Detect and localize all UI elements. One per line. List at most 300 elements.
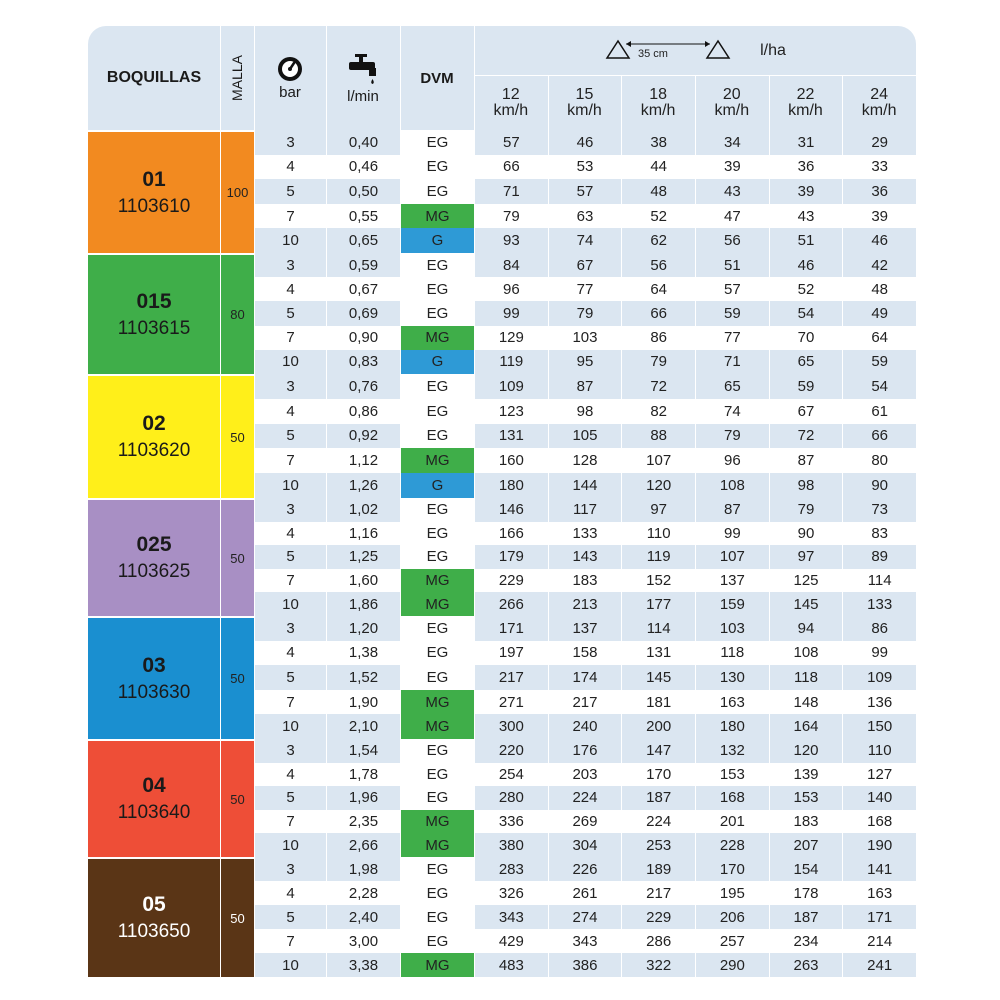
lha-cell: 62 xyxy=(621,228,695,253)
lha-cell: 326 xyxy=(474,881,548,905)
flow-cell: 0,92 xyxy=(326,424,400,449)
pressure-gauge-icon xyxy=(277,56,303,82)
dvm-cell: EG xyxy=(400,929,474,953)
lha-cell: 254 xyxy=(474,763,548,787)
pressure-cell: 3 xyxy=(254,253,326,277)
dvm-cell: MG xyxy=(400,569,474,593)
pressure-cell: 10 xyxy=(254,473,326,498)
flow-cell: 0,76 xyxy=(326,374,400,399)
lha-cell: 183 xyxy=(548,569,622,593)
lha-cell: 57 xyxy=(695,277,769,301)
nozzle-code: 04 xyxy=(142,774,166,797)
malla-value: 80 xyxy=(220,253,254,374)
lha-cell: 220 xyxy=(474,739,548,763)
lha-cell: 98 xyxy=(548,399,622,424)
lha-cell: 234 xyxy=(769,929,843,953)
nozzle-ref: 1103625 xyxy=(117,561,191,582)
nozzle-code: 01 xyxy=(142,167,166,191)
lha-cell: 203 xyxy=(548,763,622,787)
lha-cell: 80 xyxy=(842,448,916,473)
table-row xyxy=(88,641,916,666)
flow-cell: 0,55 xyxy=(326,204,400,229)
lha-cell: 261 xyxy=(548,881,622,905)
flow-cell: 1,54 xyxy=(326,739,400,763)
lha-cell: 183 xyxy=(769,810,843,834)
pressure-cell: 3 xyxy=(254,616,326,641)
lha-cell: 152 xyxy=(621,569,695,593)
lha-cell: 304 xyxy=(548,833,622,857)
lha-cell: 77 xyxy=(695,326,769,350)
lha-cell: 119 xyxy=(621,545,695,569)
lha-cell: 94 xyxy=(769,616,843,641)
table-row xyxy=(88,545,916,569)
lha-cell: 73 xyxy=(842,498,916,522)
flow-cell: 0,46 xyxy=(326,155,400,180)
spacing-label: 35 cm xyxy=(638,48,668,60)
pressure-cell: 10 xyxy=(254,953,326,977)
lha-cell: 79 xyxy=(769,498,843,522)
lha-cell: 300 xyxy=(474,714,548,739)
pressure-cell: 5 xyxy=(254,424,326,449)
nozzle-ref: 1103620 xyxy=(117,440,191,461)
table-row xyxy=(88,301,916,325)
table-row xyxy=(88,763,916,787)
lha-cell: 83 xyxy=(842,522,916,546)
lha-cell: 136 xyxy=(842,690,916,715)
pressure-cell: 7 xyxy=(254,448,326,473)
lha-cell: 241 xyxy=(842,953,916,977)
faucet-icon xyxy=(345,52,381,88)
malla-value: 50 xyxy=(220,498,254,616)
dvm-cell: EG xyxy=(400,786,474,810)
dvm-cell: MG xyxy=(400,714,474,739)
dvm-cell: MG xyxy=(400,592,474,616)
pressure-cell: 5 xyxy=(254,786,326,810)
lha-cell: 56 xyxy=(695,228,769,253)
flow-cell: 1,25 xyxy=(326,545,400,569)
table-row xyxy=(88,810,916,834)
nozzle-ref: 1103610 xyxy=(117,195,191,217)
table-row xyxy=(88,857,916,881)
dvm-cell: EG xyxy=(400,179,474,204)
flow-cell: 1,38 xyxy=(326,641,400,666)
lha-cell: 67 xyxy=(548,253,622,277)
pressure-cell: 7 xyxy=(254,929,326,953)
lha-cell: 200 xyxy=(621,714,695,739)
dvm-cell: MG xyxy=(400,204,474,229)
lha-cell: 46 xyxy=(548,130,622,155)
dvm-cell: EG xyxy=(400,641,474,666)
pressure-cell: 5 xyxy=(254,905,326,929)
lha-cell: 214 xyxy=(842,929,916,953)
table-row xyxy=(88,399,916,424)
flow-cell: 2,66 xyxy=(326,833,400,857)
lha-cell: 42 xyxy=(842,253,916,277)
lha-cell: 280 xyxy=(474,786,548,810)
lha-cell: 144 xyxy=(548,473,622,498)
lha-cell: 228 xyxy=(695,833,769,857)
malla-value: 100 xyxy=(220,130,254,253)
lha-cell: 84 xyxy=(474,253,548,277)
pressure-cell: 4 xyxy=(254,641,326,666)
pressure-cell: 4 xyxy=(254,155,326,180)
lha-cell: 129 xyxy=(474,326,548,350)
flow-cell: 1,98 xyxy=(326,857,400,881)
lha-cell: 89 xyxy=(842,545,916,569)
lha-cell: 263 xyxy=(769,953,843,977)
lha-cell: 103 xyxy=(548,326,622,350)
table-row xyxy=(88,833,916,857)
pressure-cell: 7 xyxy=(254,690,326,715)
lha-cell: 483 xyxy=(474,953,548,977)
lha-cell: 105 xyxy=(548,424,622,449)
lha-cell: 74 xyxy=(695,399,769,424)
lha-cell: 336 xyxy=(474,810,548,834)
lha-cell: 380 xyxy=(474,833,548,857)
table-row xyxy=(88,374,916,399)
table-row xyxy=(88,204,916,229)
lha-cell: 66 xyxy=(842,424,916,449)
lha-cell: 64 xyxy=(842,326,916,350)
lha-cell: 107 xyxy=(621,448,695,473)
lha-cell: 120 xyxy=(621,473,695,498)
flow-cell: 3,00 xyxy=(326,929,400,953)
flow-cell: 1,96 xyxy=(326,786,400,810)
lha-cell: 56 xyxy=(621,253,695,277)
flow-cell: 0,86 xyxy=(326,399,400,424)
lha-cell: 283 xyxy=(474,857,548,881)
lha-cell: 53 xyxy=(548,155,622,180)
lha-cell: 87 xyxy=(548,374,622,399)
lha-cell: 79 xyxy=(695,424,769,449)
flow-cell: 2,35 xyxy=(326,810,400,834)
lha-cell: 95 xyxy=(548,350,622,374)
flow-cell: 1,52 xyxy=(326,665,400,690)
flow-cell: 0,69 xyxy=(326,301,400,325)
dvm-cell: EG xyxy=(400,665,474,690)
lha-cell: 266 xyxy=(474,592,548,616)
table-row xyxy=(88,350,916,374)
header-speed-1: 15 km/h xyxy=(567,86,602,119)
lha-cell: 38 xyxy=(621,130,695,155)
lha-cell: 187 xyxy=(769,905,843,929)
table-row xyxy=(88,179,916,204)
pressure-cell: 4 xyxy=(254,522,326,546)
dvm-cell: G xyxy=(400,473,474,498)
lha-cell: 131 xyxy=(474,424,548,449)
lha-cell: 31 xyxy=(769,130,843,155)
dvm-cell: MG xyxy=(400,953,474,977)
lha-cell: 97 xyxy=(769,545,843,569)
header-speed-4: 22 km/h xyxy=(788,86,823,119)
lha-cell: 168 xyxy=(842,810,916,834)
lha-cell: 48 xyxy=(621,179,695,204)
flow-cell: 3,38 xyxy=(326,953,400,977)
lha-cell: 146 xyxy=(474,498,548,522)
lha-cell: 224 xyxy=(621,810,695,834)
lha-cell: 322 xyxy=(621,953,695,977)
flow-cell: 0,90 xyxy=(326,326,400,350)
lha-cell: 59 xyxy=(769,374,843,399)
lha-cell: 48 xyxy=(842,277,916,301)
lha-cell: 130 xyxy=(695,665,769,690)
table-row xyxy=(88,569,916,593)
lha-cell: 170 xyxy=(695,857,769,881)
flow-cell: 2,28 xyxy=(326,881,400,905)
pressure-cell: 4 xyxy=(254,763,326,787)
table-row xyxy=(88,253,916,277)
lha-cell: 71 xyxy=(474,179,548,204)
lha-cell: 59 xyxy=(842,350,916,374)
header-lmin: l/min xyxy=(326,26,400,130)
lha-cell: 110 xyxy=(621,522,695,546)
malla-value: 50 xyxy=(220,739,254,857)
lha-cell: 87 xyxy=(695,498,769,522)
dvm-cell: EG xyxy=(400,522,474,546)
lha-cell: 118 xyxy=(695,641,769,666)
pressure-cell: 10 xyxy=(254,833,326,857)
lha-cell: 343 xyxy=(474,905,548,929)
lha-cell: 176 xyxy=(548,739,622,763)
header-speed-0: 12 km/h xyxy=(493,86,529,119)
lha-cell: 253 xyxy=(621,833,695,857)
lha-cell: 187 xyxy=(621,786,695,810)
lha-cell: 153 xyxy=(769,786,843,810)
lha-cell: 140 xyxy=(842,786,916,810)
pressure-cell: 3 xyxy=(254,739,326,763)
flow-cell: 0,83 xyxy=(326,350,400,374)
lha-cell: 39 xyxy=(695,155,769,180)
pressure-cell: 3 xyxy=(254,374,326,399)
pressure-cell: 10 xyxy=(254,592,326,616)
lha-cell: 271 xyxy=(474,690,548,715)
pressure-cell: 10 xyxy=(254,714,326,739)
table-row xyxy=(88,522,916,546)
pressure-cell: 10 xyxy=(254,228,326,253)
pressure-cell: 4 xyxy=(254,399,326,424)
lha-cell: 54 xyxy=(769,301,843,325)
pressure-cell: 7 xyxy=(254,204,326,229)
lha-cell: 137 xyxy=(695,569,769,593)
lha-cell: 154 xyxy=(769,857,843,881)
dvm-cell: EG xyxy=(400,616,474,641)
dvm-cell: EG xyxy=(400,545,474,569)
lha-cell: 123 xyxy=(474,399,548,424)
flow-cell: 1,16 xyxy=(326,522,400,546)
lha-cell: 110 xyxy=(842,739,916,763)
lha-cell: 171 xyxy=(842,905,916,929)
lha-cell: 109 xyxy=(842,665,916,690)
table-row xyxy=(88,498,916,522)
lha-cell: 148 xyxy=(769,690,843,715)
lha-cell: 166 xyxy=(474,522,548,546)
lha-cell: 57 xyxy=(548,179,622,204)
lha-cell: 132 xyxy=(695,739,769,763)
flow-cell: 0,50 xyxy=(326,179,400,204)
lha-cell: 74 xyxy=(548,228,622,253)
malla-value: 50 xyxy=(220,616,254,739)
lha-cell: 179 xyxy=(474,545,548,569)
lha-cell: 96 xyxy=(695,448,769,473)
lha-cell: 63 xyxy=(548,204,622,229)
lha-cell: 99 xyxy=(695,522,769,546)
table-row xyxy=(88,424,916,449)
header-speed-5: 24 km/h xyxy=(861,86,897,119)
lha-cell: 71 xyxy=(695,350,769,374)
lha-cell: 103 xyxy=(695,616,769,641)
header-speed-3: 20 km/h xyxy=(714,86,750,119)
lha-cell: 269 xyxy=(548,810,622,834)
table-row xyxy=(88,881,916,905)
lha-cell: 286 xyxy=(621,929,695,953)
lha-cell: 117 xyxy=(548,498,622,522)
table-row xyxy=(88,905,916,929)
lha-cell: 108 xyxy=(769,641,843,666)
lha-cell: 150 xyxy=(842,714,916,739)
flow-cell: 0,40 xyxy=(326,130,400,155)
lha-cell: 137 xyxy=(548,616,622,641)
lha-cell: 72 xyxy=(769,424,843,449)
flow-cell: 1,90 xyxy=(326,690,400,715)
pressure-cell: 3 xyxy=(254,498,326,522)
table-row xyxy=(88,592,916,616)
pressure-cell: 3 xyxy=(254,857,326,881)
lha-cell: 171 xyxy=(474,616,548,641)
dvm-cell: EG xyxy=(400,857,474,881)
lha-cell: 163 xyxy=(695,690,769,715)
flow-cell: 1,12 xyxy=(326,448,400,473)
pressure-cell: 7 xyxy=(254,569,326,593)
table-row xyxy=(88,228,916,253)
dvm-cell: EG xyxy=(400,881,474,905)
table-row xyxy=(88,690,916,715)
lha-cell: 226 xyxy=(548,857,622,881)
lha-cell: 34 xyxy=(695,130,769,155)
lha-cell: 43 xyxy=(695,179,769,204)
lha-cell: 96 xyxy=(474,277,548,301)
lha-cell: 125 xyxy=(769,569,843,593)
lha-cell: 52 xyxy=(621,204,695,229)
lha-cell: 51 xyxy=(769,228,843,253)
lha-cell: 72 xyxy=(621,374,695,399)
lha-cell: 66 xyxy=(474,155,548,180)
lha-cell: 128 xyxy=(548,448,622,473)
header-speed-2: 18 km/h xyxy=(640,86,676,119)
lha-cell: 65 xyxy=(769,350,843,374)
nozzle-ref: 1103630 xyxy=(117,681,191,703)
nozzle-table xyxy=(88,26,916,974)
table-row xyxy=(88,929,916,953)
dvm-cell: MG xyxy=(400,690,474,715)
table-row xyxy=(88,953,916,977)
flow-cell: 1,86 xyxy=(326,592,400,616)
lha-cell: 189 xyxy=(621,857,695,881)
flow-cell: 1,78 xyxy=(326,763,400,787)
lha-cell: 98 xyxy=(769,473,843,498)
lha-cell: 46 xyxy=(769,253,843,277)
lha-cell: 90 xyxy=(769,522,843,546)
lha-cell: 178 xyxy=(769,881,843,905)
table-row xyxy=(88,786,916,810)
flow-cell: 2,10 xyxy=(326,714,400,739)
lha-cell: 82 xyxy=(621,399,695,424)
pressure-cell: 5 xyxy=(254,301,326,325)
lha-cell: 164 xyxy=(769,714,843,739)
lha-cell: 67 xyxy=(769,399,843,424)
lha-cell: 107 xyxy=(695,545,769,569)
header-bar: bar xyxy=(254,26,326,130)
lha-cell: 197 xyxy=(474,641,548,666)
nozzle-ref: 1103650 xyxy=(117,921,191,942)
flow-cell: 0,65 xyxy=(326,228,400,253)
table-row xyxy=(88,665,916,690)
lha-cell: 181 xyxy=(621,690,695,715)
lha-cell: 386 xyxy=(548,953,622,977)
lha-cell: 46 xyxy=(842,228,916,253)
lha-cell: 65 xyxy=(695,374,769,399)
lha-cell: 229 xyxy=(621,905,695,929)
lha-cell: 86 xyxy=(621,326,695,350)
lha-cell: 47 xyxy=(695,204,769,229)
lha-cell: 206 xyxy=(695,905,769,929)
lha-cell: 145 xyxy=(621,665,695,690)
pressure-cell: 4 xyxy=(254,881,326,905)
lha-cell: 131 xyxy=(621,641,695,666)
lha-cell: 217 xyxy=(548,690,622,715)
lha-cell: 213 xyxy=(548,592,622,616)
nozzle-code: 025 xyxy=(136,533,172,556)
lha-cell: 139 xyxy=(769,763,843,787)
lha-cell: 79 xyxy=(621,350,695,374)
table-row xyxy=(88,155,916,180)
table-row xyxy=(88,130,916,155)
malla-value: 50 xyxy=(220,374,254,498)
lha-cell: 79 xyxy=(474,204,548,229)
lha-cell: 79 xyxy=(548,301,622,325)
lha-cell: 153 xyxy=(695,763,769,787)
lha-cell: 141 xyxy=(842,857,916,881)
malla-value: 50 xyxy=(220,857,254,977)
pressure-cell: 3 xyxy=(254,130,326,155)
lha-cell: 170 xyxy=(621,763,695,787)
dvm-cell: EG xyxy=(400,739,474,763)
lha-cell: 108 xyxy=(695,473,769,498)
lha-cell: 120 xyxy=(769,739,843,763)
flow-cell: 1,02 xyxy=(326,498,400,522)
lha-cell: 190 xyxy=(842,833,916,857)
lha-cell: 290 xyxy=(695,953,769,977)
lha-cell: 168 xyxy=(695,786,769,810)
spray-spacing-icon xyxy=(604,36,734,66)
dvm-cell: MG xyxy=(400,448,474,473)
lha-label: l/ha xyxy=(760,41,786,59)
dvm-cell: EG xyxy=(400,155,474,180)
dvm-cell: EG xyxy=(400,498,474,522)
lha-cell: 54 xyxy=(842,374,916,399)
lha-cell: 36 xyxy=(769,155,843,180)
lha-cell: 64 xyxy=(621,277,695,301)
nozzle-ref: 1103615 xyxy=(117,317,191,339)
lha-cell: 240 xyxy=(548,714,622,739)
lha-cell: 59 xyxy=(695,301,769,325)
lha-cell: 114 xyxy=(842,569,916,593)
lha-cell: 180 xyxy=(474,473,548,498)
dvm-cell: G xyxy=(400,228,474,253)
lha-cell: 86 xyxy=(842,616,916,641)
lha-cell: 70 xyxy=(769,326,843,350)
lha-cell: 61 xyxy=(842,399,916,424)
lha-cell: 429 xyxy=(474,929,548,953)
